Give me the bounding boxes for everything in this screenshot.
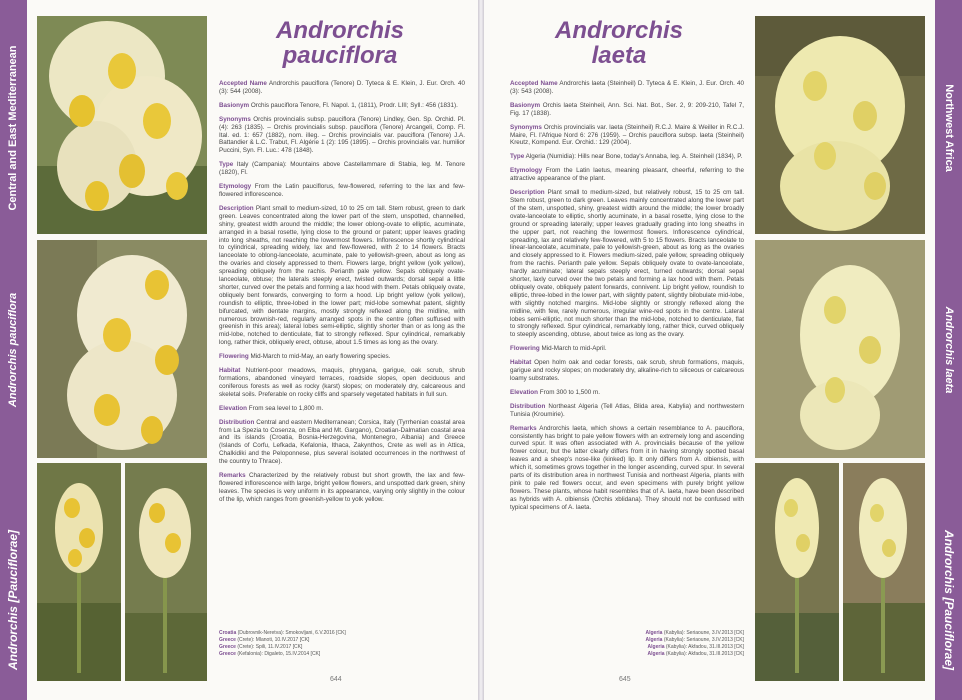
- right-credit-row: Algeria (Kabylia): Seriaoune, 3.IV.2013 [CK]: [645, 630, 744, 636]
- right-photo-3: [755, 463, 839, 681]
- right-photo-2: [755, 240, 925, 458]
- left-distribution: Distribution Central and eastern Mediterranean; Corsica, Italy (Tyrrhenian coastal area from La Spezia to Cosenza, on Elba and Mt. Gargano), Croatian-Dalmatian coastal area and its islands (Croatia, Bosnia-Herzegovina, Montenegro, Albania) and Greece (Islands of Corfu, Lefkada, Kefalonia, Ithaca, Zakynthos, Crete as well as in Attica, Chalkidiki and the Peloponnese, plus several isolated occurrences in the northwest of the country to Thrace).: [219, 418, 466, 466]
- left-photo-2: [37, 240, 207, 458]
- left-remarks: Remarks Characterized by the relatively robust but short growth, the lax and few-flowered inflorescence with large, bright yellow flowers, and unspotted dark green, shiny leaves. The species is very uniform in its appearance, varying only slightly in the colour of the lip, which ranges from greenish-yellow to yolk yellow.: [219, 472, 465, 503]
- left-flowering: Flowering Mid-March to mid-May, an early flowering species.: [219, 353, 391, 361]
- left-photo-credits: [219, 630, 346, 658]
- right-credit-row: Algeria (Kabylia): Akfadou, 31.III.2013 [CK]: [647, 644, 744, 650]
- right-photo-credits: [634, 630, 744, 658]
- left-credit-row: Croatia (Dubrovnik-Neretva): Smokovljani, 6.V.2016 [CK]: [219, 630, 346, 636]
- right-region-label: Northwest Africa: [943, 84, 955, 172]
- left-synonyms: Synonyms Orchis provincialis subsp. pauciflora (Tenore) Lindley, Gen. Sp. Orchid. Pl. (4): 263 (1835). – Orchis provincialis subsp. pauciflora (Tenore) Arcangeli, Comp. Fl. Ital. ed. 1: 657 (1882), nom. illeg. – Orchis provincialis var. pauciflora (Tenore) J.A. Battandier & L.C. Trabut, Fl. Algérie 1 (2): 195 (1895). – Orchis provincialis var. humilior Puccini, Syn. Fl. Luc.: 478 (1848).: [219, 115, 466, 155]
- right-type: Type Algeria (Numidia): Hills near Bone, today's Annaba, leg. A. Steinheil (1834), P.: [510, 153, 743, 161]
- left-etymology: Etymology From the Latin pauciflorus, few-flowered, referring to the lax and few-flowered inflorescence.: [219, 183, 465, 198]
- left-type: Type Italy (Campania): Mountains above Castellammare di Stabia, leg. M. Tenore (1820), Fl.: [219, 161, 466, 177]
- right-species-label: Androrchis laeta: [943, 306, 955, 394]
- left-region-label: Central and East Mediterranean: [7, 45, 19, 211]
- left-photo-3: [37, 463, 121, 681]
- right-elevation: Elevation From 300 to 1,500 m.: [510, 388, 600, 396]
- left-genus-section-label: Androrchis [Pauciflorae]: [6, 529, 20, 671]
- left-text-column: [219, 80, 465, 510]
- left-page-number: 644: [330, 676, 342, 683]
- left-habitat: Habitat Nutrient-poor meadows, maquis, phrygana, garigue, oak scrub, shrub formations, abandoned vineyard terraces, roadside slopes, open deciduous and coniferous forests as well as rocky (karst) slopes; on moderately dry, calcareous and skeletal soils. Preferable on rocky cliffs and sparsely vegetated habitats in full sun.: [219, 367, 465, 398]
- right-description: Description Plant small to medium-sized, but relatively robust, 15 to 25 cm tall. Stem robust, green to dark green. Leaves mainly concentrated along the lower part of the stem, unspotted, shiny, greatest width around the middle; the lower broadly ovate-lanceolate to elliptic, shortly acuminate, in a basal rosette, lying close to the ground or spreading laterally; upper leaves gradually grading into long sheaths in the upper part, not reaching the lowermost flowers. Inflorescence cylindrical, spreading, lax and relatively few-flowered, with 5 to 15 flowers. Bracts lanceolate to linear-lanceolate, acuminate, pale to yellowish-green, about as long as the ovaries and closely appressed to it. Flowers medium-sized, pale yellow, spreading obliquely from the rachis. Perianth pale yellow. Sepals obliquely ovate to ovate-lanceolate, hardly acuminate; lateral sepals steeply erect, turned outwards; dorsal sepal shorter, laxly curved over the two petals and forming a lax hood with them. Petals obliquely ovate, obliquely patent forwards, connivent. Lip bright yellow, roundish to elliptic, three-lobed in the lower part, with slightly patent, slightly bilobulate mid-lobe, with slightly notched margins. Mid-lobe slightly or strongly reflexed along the midline, with few, rarely numerous, irregular wine-red spots in the centre. Lateral lobes semi-elliptic, not much shorter than the mid-lobe, notched to denticulate, flat to strongly reflexed. Spur cylindrical, remarkably long, rather thick, curved obliquely to steeply ascending, obtuse, about twice as long as the ovary.: [510, 189, 745, 339]
- right-credit-row: Algeria (Kabylia): Akfadou, 31.III.2013 [CK]: [647, 651, 744, 657]
- right-sidebar: [935, 0, 962, 700]
- right-habitat: Habitat Open holm oak and cedar forests, oak scrub, shrub formations, maquis, garigue and rocky slopes; on moderately dry, alkaline-rich to siliceous or calcareous loamy substrates.: [510, 359, 745, 382]
- left-basionym: Basionym Orchis pauciflora Tenore, Fl. Napol. 1, (1811), Prodr. LIII; Syll.: 456 (1831).: [219, 101, 458, 109]
- left-accepted-name: Accepted Name Androrchis pauciflora (Tenore) D. Tyteca & E. Klein, J. Eur. Orch. 40 (3): 544 (2008).: [219, 80, 465, 95]
- right-synonyms: Synonyms Orchis provincialis var. laeta (Steinheil) R.C.J. Maire & Weiller in R.C.J. Maire, Fl. l'Afrique Nord 6: 276 (1959). – Orchis pauciflora subsp. laeta (Steinheil) Kreutz, Kompend. Eur. Orchid.: 129 (2004).: [510, 123, 745, 147]
- left-photo-1: [37, 16, 207, 234]
- right-etymology: Etymology From the Latin laetus, meaning pleasant, cheerful, referring to the attractive appearance of the plant.: [510, 167, 744, 183]
- left-description: Description Plant small to medium-sized, 10 to 25 cm tall. Stem robust, green to dark green. Leaves concentrated along the lower part of the stem, unspotted, channelled, shiny, greatest width around the middle; the lower oblong-ovate to elliptic, acuminate, arranged in a basal rosette, lying close to the ground or patent; upper leaves grading into long sheaths, not reaching the lowermost flowers. Inflorescence shortly cylindrical to cylindrical, spreading widely, lax and few-flowered, with 2 to 14 flowers. Bracts lanceolate to oblong-lanceolate, acuminate, pale to yellowish-green, about as long as the ovaries and closely appressed to them. Flowers large, bright yellow (yolk yellow), spreading obliquely from the rachis. Perianth pale yellow. Sepals obliquely ovate-lanceolate, obtuse; the laterals steeply erect, twisted outwards; dorsal sepal a little shorter, curved over the petals and forming a lax hood with them. Petals obliquely ovate, obliquely bent forwards, converging to form a hood. Lip bright yellow (yolk yellow), roundish to elliptic, three-lobed in the lower part; mid-lobe somewhat patent, slightly bifurcated, with dentate margins, mostly strongly reflexed along the midline, with numerous brownish-red, regularly arranged spots in the centre (often suffused with greenish in this area); lateral lobes semi-elliptic, slightly shorter than or as long as the mid-lobe, notched to denticulate, flat to strongly reflexed. Spur cylindrical, remarkably long, rather thick, obliquely erect, obtuse, about 1.5 times as long as the ovary.: [219, 204, 466, 347]
- left-photo-4: [125, 463, 207, 681]
- left-page: [0, 0, 478, 700]
- right-flowering: Flowering Mid-March to mid-April.: [510, 345, 607, 353]
- left-credit-row: Greece (Kefalonia): Digaleto, 15.IV.2014 [CK]: [219, 651, 321, 657]
- right-page: [484, 0, 962, 700]
- right-basionym: Basionym Orchis laeta Steinheil, Ann. Sci. Nat. Bot., Ser. 2, 9: 209-210, Tafel 7, Fig. 17 (1838).: [510, 101, 745, 117]
- right-photo-4: [843, 463, 925, 681]
- left-credit-row: Greece (Crete): Mlanoti, 10.IV.2017 [CK]: [219, 637, 310, 643]
- right-genus-section-label: Androrchis [Pauciflorae]: [942, 529, 956, 671]
- right-distribution: Distribution Northeast Algeria (Tell Atlas, Blida area, Kabylia) and northwestern Tunisia (Kroumirie).: [510, 402, 745, 418]
- left-title: Androrchis pauciflora: [275, 17, 404, 69]
- right-photo-1: [755, 16, 925, 234]
- right-remarks: Remarks Androrchis laeta, which shows a certain resemblance to A. pauciflora, consistently has bright to pale yellow flowers with an extremely long and ascending curved spur. It was often associated with A. provincialis because of the yellow flower colour, but the latter clearly differs from it in having strongly spotted basal leaves and a sheep's nose-like (kinked) lip. It only differs from A. olbiensis, with which it, sometimes grows together in the longer ascending, curved spur. In several parts of its distribution area in northwest Tunisia and northeast Algeria, plants with pink to pale red flowers occur, and even specimens with purely bright yellow flowers. These plants, whose habit resembles that of A. laeta, have been described as hybrids with A. olbiensis (Orchis xblidana). They should not be confused with typical specimens of A. laeta.: [510, 424, 744, 511]
- left-credit-row: Greece (Crete): Spili, 11.IV.2017 [CK]: [219, 644, 303, 650]
- left-elevation: Elevation From sea level to 1,800 m.: [219, 404, 324, 412]
- right-title: Androrchis laeta: [554, 17, 683, 69]
- left-sidebar: [0, 0, 27, 700]
- right-credit-row: Algeria (Kabylia): Seriaoune, 3.IV.2013 [CK]: [645, 637, 744, 643]
- right-text-column: [510, 80, 744, 518]
- right-accepted-name: Accepted Name Androrchis laeta (Steinheil) D. Tyteca & E. Klein, J. Eur. Orch. 40 (3): 543 (2008).: [510, 80, 744, 95]
- left-species-label: Androrchis pauciflora: [7, 292, 19, 408]
- right-page-number: 645: [619, 676, 631, 683]
